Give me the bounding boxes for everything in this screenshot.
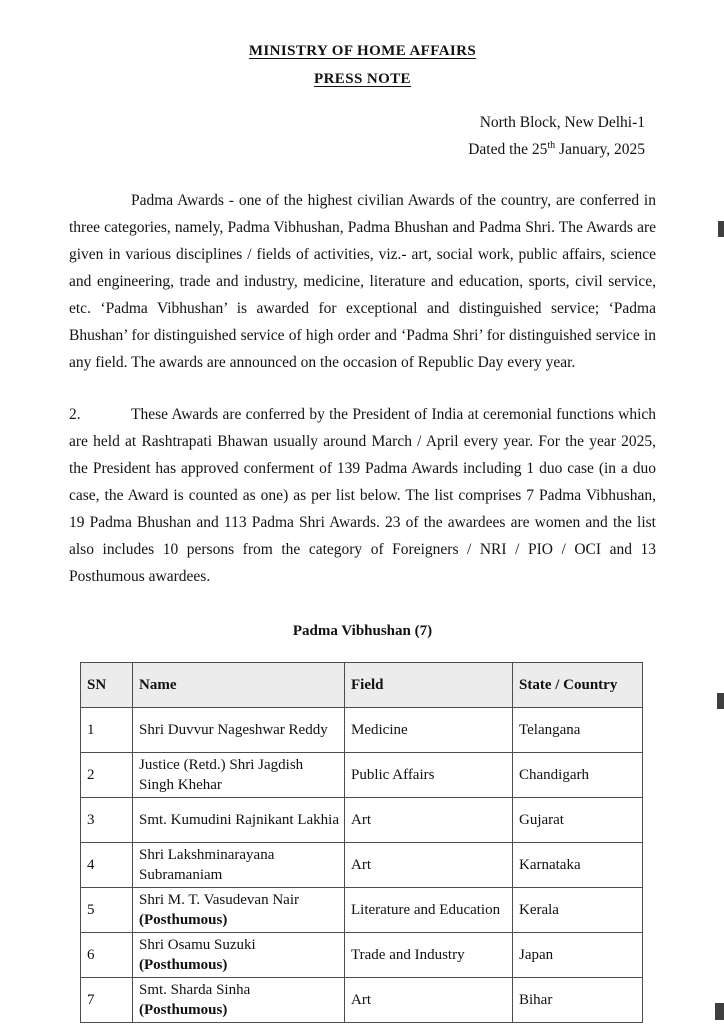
- state-cell: Karnataka: [513, 843, 643, 888]
- table-row: [81, 843, 643, 888]
- awards-table-body: [81, 708, 643, 1023]
- scan-artifact: [717, 693, 724, 709]
- awardee-name: Shri Lakshminarayana Subramaniam: [139, 847, 275, 883]
- column-header: Field: [345, 663, 513, 708]
- name-cell: [133, 888, 345, 933]
- sn-cell: 1: [81, 708, 133, 753]
- date-superscript: th: [547, 139, 556, 151]
- posthumous-label: (Posthumous): [139, 912, 228, 928]
- state-cell: Chandigarh: [513, 753, 643, 798]
- sn-cell: 6: [81, 933, 133, 978]
- awardee-name: Shri Osamu Suzuki: [139, 937, 256, 953]
- table-section-heading: Padma Vibhushan (7): [292, 623, 433, 639]
- awards-table: [80, 662, 643, 1023]
- location-line: North Block, New Delhi-1: [479, 114, 645, 131]
- field-cell: Literature and Education: [345, 888, 513, 933]
- name-cell: [133, 978, 345, 1023]
- column-header: State / Country: [513, 663, 643, 708]
- field-cell: Medicine: [345, 708, 513, 753]
- name-cell: [133, 753, 345, 798]
- field-cell: Trade and Industry: [345, 933, 513, 978]
- state-cell: Bihar: [513, 978, 643, 1023]
- sn-cell: 2: [81, 753, 133, 798]
- press-note-title: PRESS NOTE: [314, 71, 411, 87]
- table-header-row: [81, 663, 643, 708]
- sn-cell: 5: [81, 888, 133, 933]
- table-row: [81, 708, 643, 753]
- ministry-title: MINISTRY OF HOME AFFAIRS: [248, 43, 477, 59]
- paragraph-2-text: These Awards are conferred by the President of India at ceremonial functions which are held at Rashtrapati Bhawan usually around March / April every year. For the year 2025, the President has approved conferment of 139 Padma Awards including 1 duo case (in a duo case, the Award is counted as one) as per list below. The list comprises 7 Padma Vibhushan, 19 Padma Bhushan and 113 Padma Shri Awards. 23 of the awardees are women and the list also includes 10 persons from the category of Foreigners / NRI / PIO / OCI and 13 Posthumous awardees.: [69, 406, 656, 585]
- field-cell: Art: [345, 843, 513, 888]
- scan-artifact: [718, 221, 724, 237]
- posthumous-label: (Posthumous): [139, 1002, 228, 1018]
- date-line: [69, 136, 645, 163]
- table-row: [81, 798, 643, 843]
- name-cell: [133, 933, 345, 978]
- field-cell: Public Affairs: [345, 753, 513, 798]
- field-cell: Art: [345, 798, 513, 843]
- awardee-name: Justice (Retd.) Shri Jagdish Singh Khehar: [139, 757, 304, 793]
- table-row: [81, 888, 643, 933]
- sn-cell: 4: [81, 843, 133, 888]
- awardee-name: Smt. Kumudini Rajnikant Lakhia: [139, 812, 339, 828]
- scan-artifact: [715, 1003, 724, 1020]
- date-suffix: January, 2025: [555, 141, 645, 158]
- column-header: SN: [81, 663, 133, 708]
- sn-cell: 7: [81, 978, 133, 1023]
- state-cell: Japan: [513, 933, 643, 978]
- table-row: [81, 978, 643, 1023]
- dateline-block: [69, 109, 656, 163]
- date-prefix: Dated the 25: [468, 141, 548, 158]
- state-cell: Kerala: [513, 888, 643, 933]
- table-row: [81, 753, 643, 798]
- awardee-name: Smt. Sharda Sinha: [139, 982, 251, 998]
- sn-cell: 3: [81, 798, 133, 843]
- name-cell: [133, 798, 345, 843]
- awardee-name: Shri M. T. Vasudevan Nair: [139, 892, 299, 908]
- awardee-name: Shri Duvvur Nageshwar Reddy: [139, 722, 328, 738]
- paragraph-1: Padma Awards - one of the highest civilian Awards of the country, are conferred in three categories, namely, Padma Vibhushan, Padma Bhushan and Padma Shri. The Awards are given in various disciplines / fields of activities, viz.- art, social work, public affairs, science and engineering, trade and industry, medicine, literature and education, sports, civil service, etc. ‘Padma Vibhushan’ is awarded for exceptional and distinguished service; ‘Padma Bhushan’ for distinguished service of high order and ‘Padma Shri’ for distinguished service in any field. The awards are announced on the occasion of Republic Day every year.: [69, 192, 656, 371]
- name-cell: [133, 843, 345, 888]
- field-cell: Art: [345, 978, 513, 1023]
- column-header: Name: [133, 663, 345, 708]
- name-cell: [133, 708, 345, 753]
- state-cell: Gujarat: [513, 798, 643, 843]
- paragraph-2-number: 2.: [69, 406, 81, 423]
- paragraph-2: [69, 401, 656, 590]
- state-cell: Telangana: [513, 708, 643, 753]
- posthumous-label: (Posthumous): [139, 957, 228, 973]
- table-row: [81, 933, 643, 978]
